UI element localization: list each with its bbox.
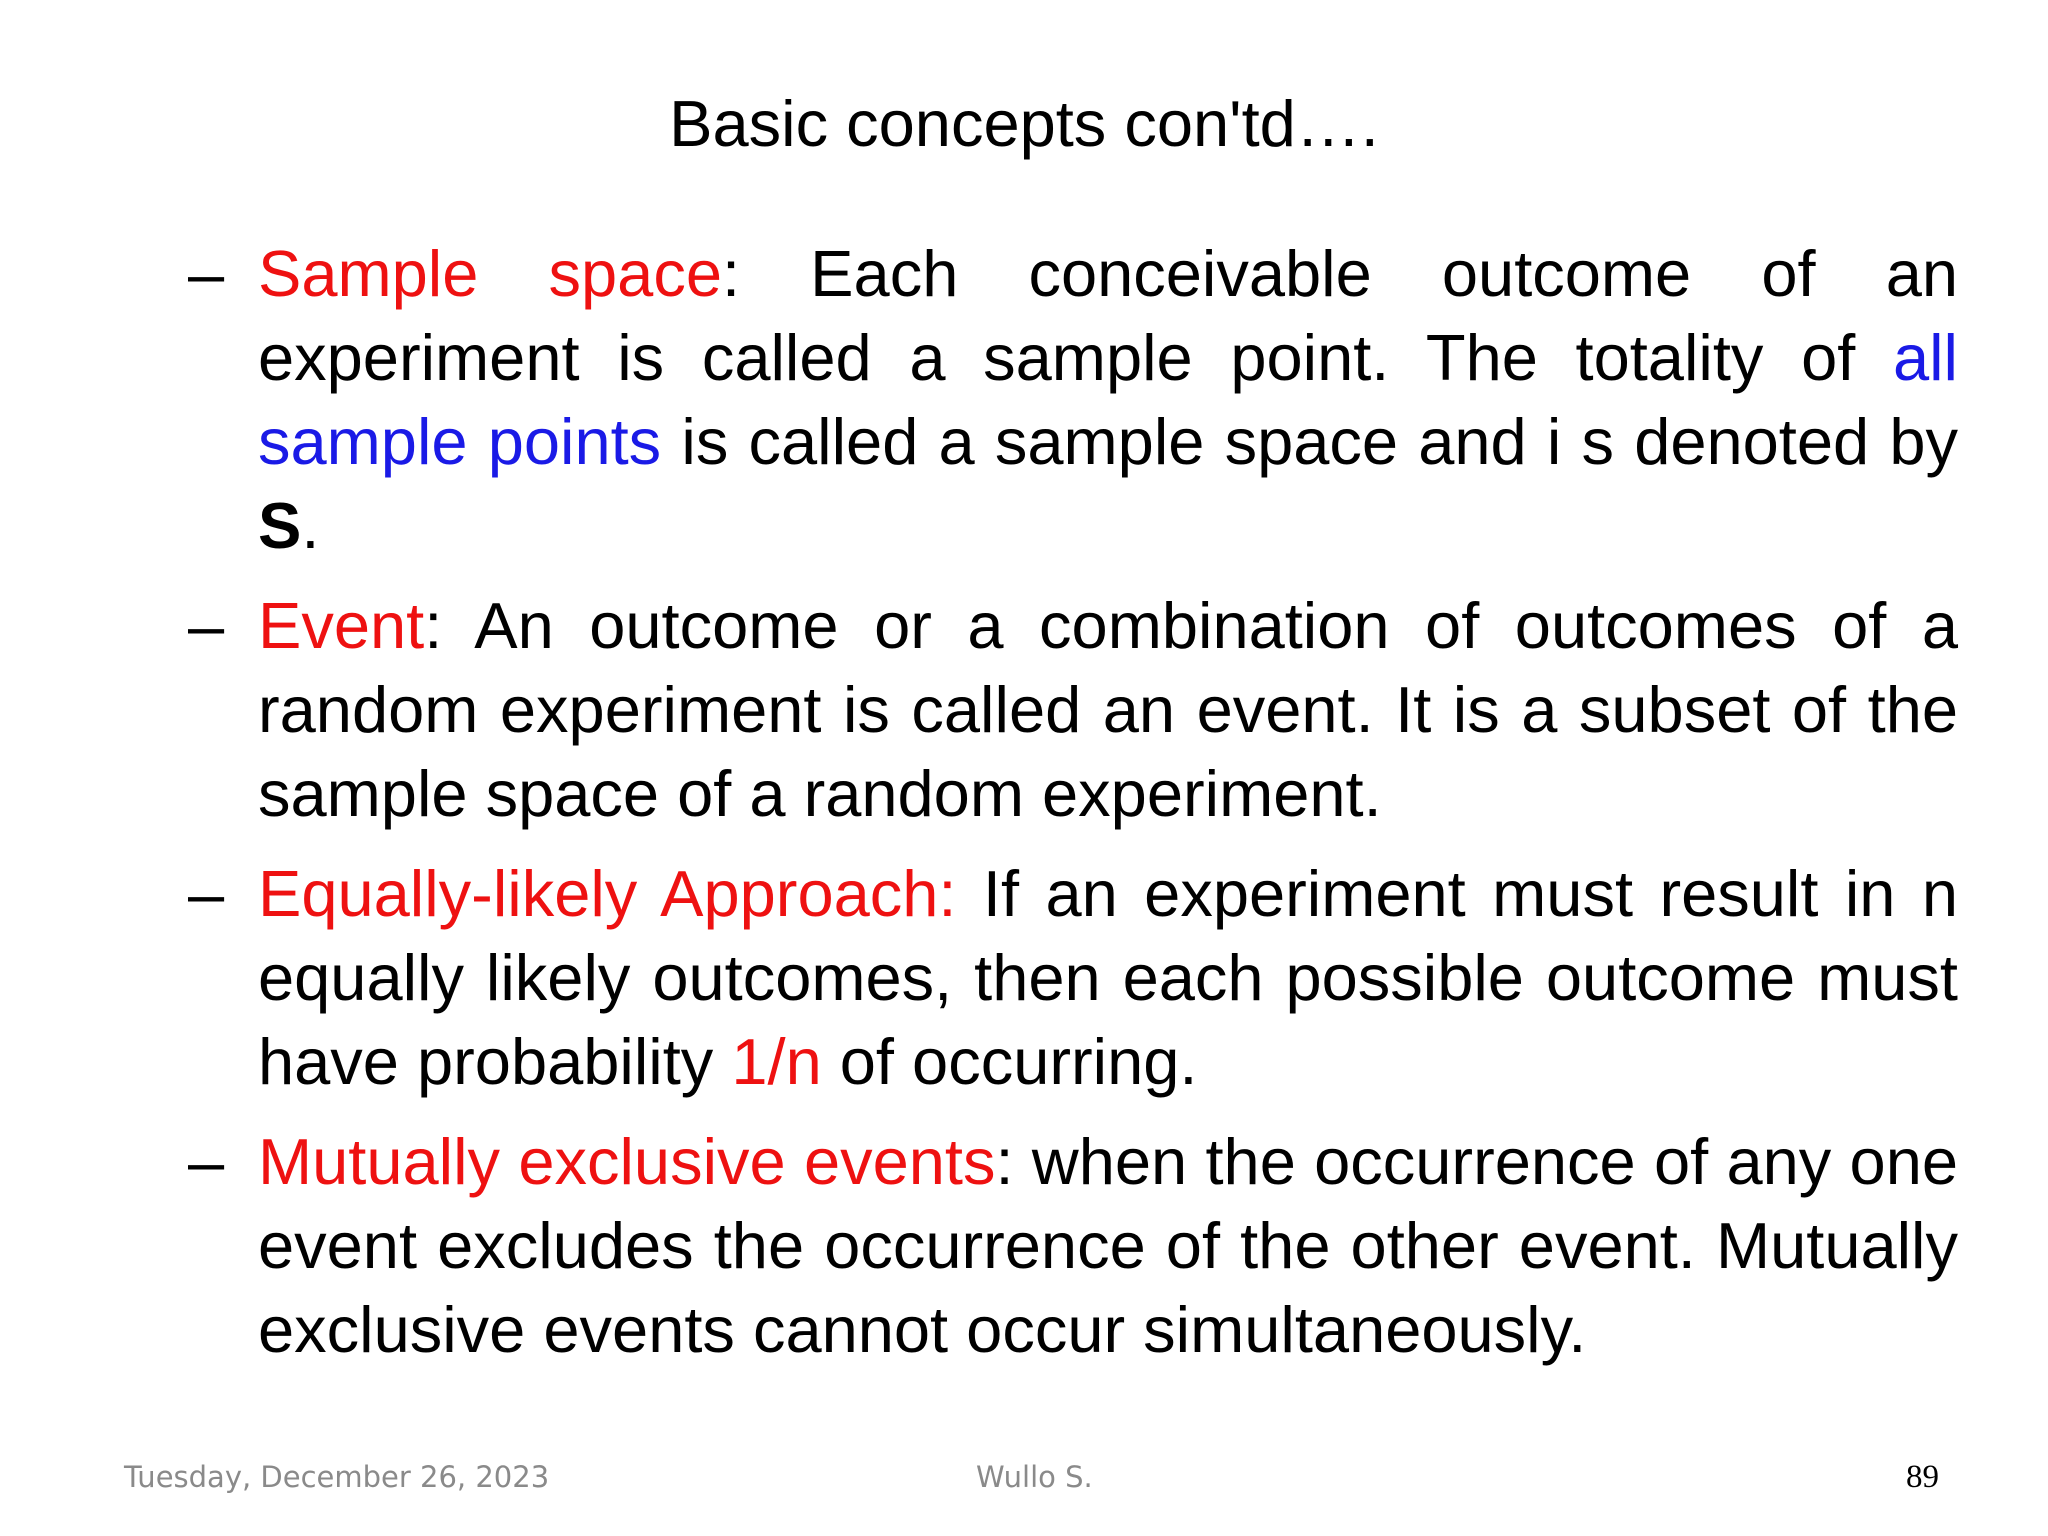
footer-author: Wullo S. <box>976 1460 1093 1494</box>
definition-text: If an experiment must result in n equally likely outcomes, then each possible outcome must have probability <box>258 857 1958 1098</box>
definition-text: of occurring. <box>821 1025 1198 1098</box>
page-number: 89 <box>1906 1459 1939 1495</box>
bullet-equally-likely <box>188 852 1958 1104</box>
footer-date: Tuesday, December 26, 2023 <box>124 1460 550 1494</box>
highlight-all-sample-points: all sample points <box>258 321 1958 478</box>
probability-value: 1/n <box>731 1025 822 1098</box>
symbol-s: S <box>258 489 302 562</box>
slide-title: Basic concepts con'td…. <box>669 87 1379 160</box>
bullet-event <box>188 584 1958 836</box>
bullet-marker: – <box>188 857 225 930</box>
term-sample-space: Sample space <box>258 237 722 310</box>
bullet-marker: – <box>188 237 225 310</box>
definition-text: . <box>301 489 320 562</box>
term-separator: : <box>424 589 443 662</box>
bullet-marker: – <box>188 1125 225 1198</box>
term-mutually-exclusive-events: Mutually exclusive events <box>258 1125 996 1198</box>
term-equally-likely-approach: Equally-likely Approach: <box>258 857 957 930</box>
definition-text: Each conceivable outcome of an experiment is called a sample point. The totality of <box>258 237 1958 394</box>
term-event: Event <box>258 589 425 662</box>
definition-text: An outcome or a combination of outcomes of a random experiment is called an event. It is a subset of the sample space of a random experiment. <box>258 589 1958 830</box>
term-separator: : <box>995 1125 1014 1198</box>
definition-text: when the occurrence of any one event excludes the occurrence of the other event. Mutually exclusive events cannot occur simultaneously. <box>258 1125 1958 1366</box>
term-separator: : <box>721 237 741 310</box>
definition-text: is called a sample space and i s denoted by <box>661 405 1959 478</box>
bullet-marker: – <box>188 589 225 662</box>
bullet-sample-space <box>188 232 1958 568</box>
bullet-list <box>188 232 1958 1388</box>
bullet-mutually-exclusive <box>188 1120 1958 1372</box>
